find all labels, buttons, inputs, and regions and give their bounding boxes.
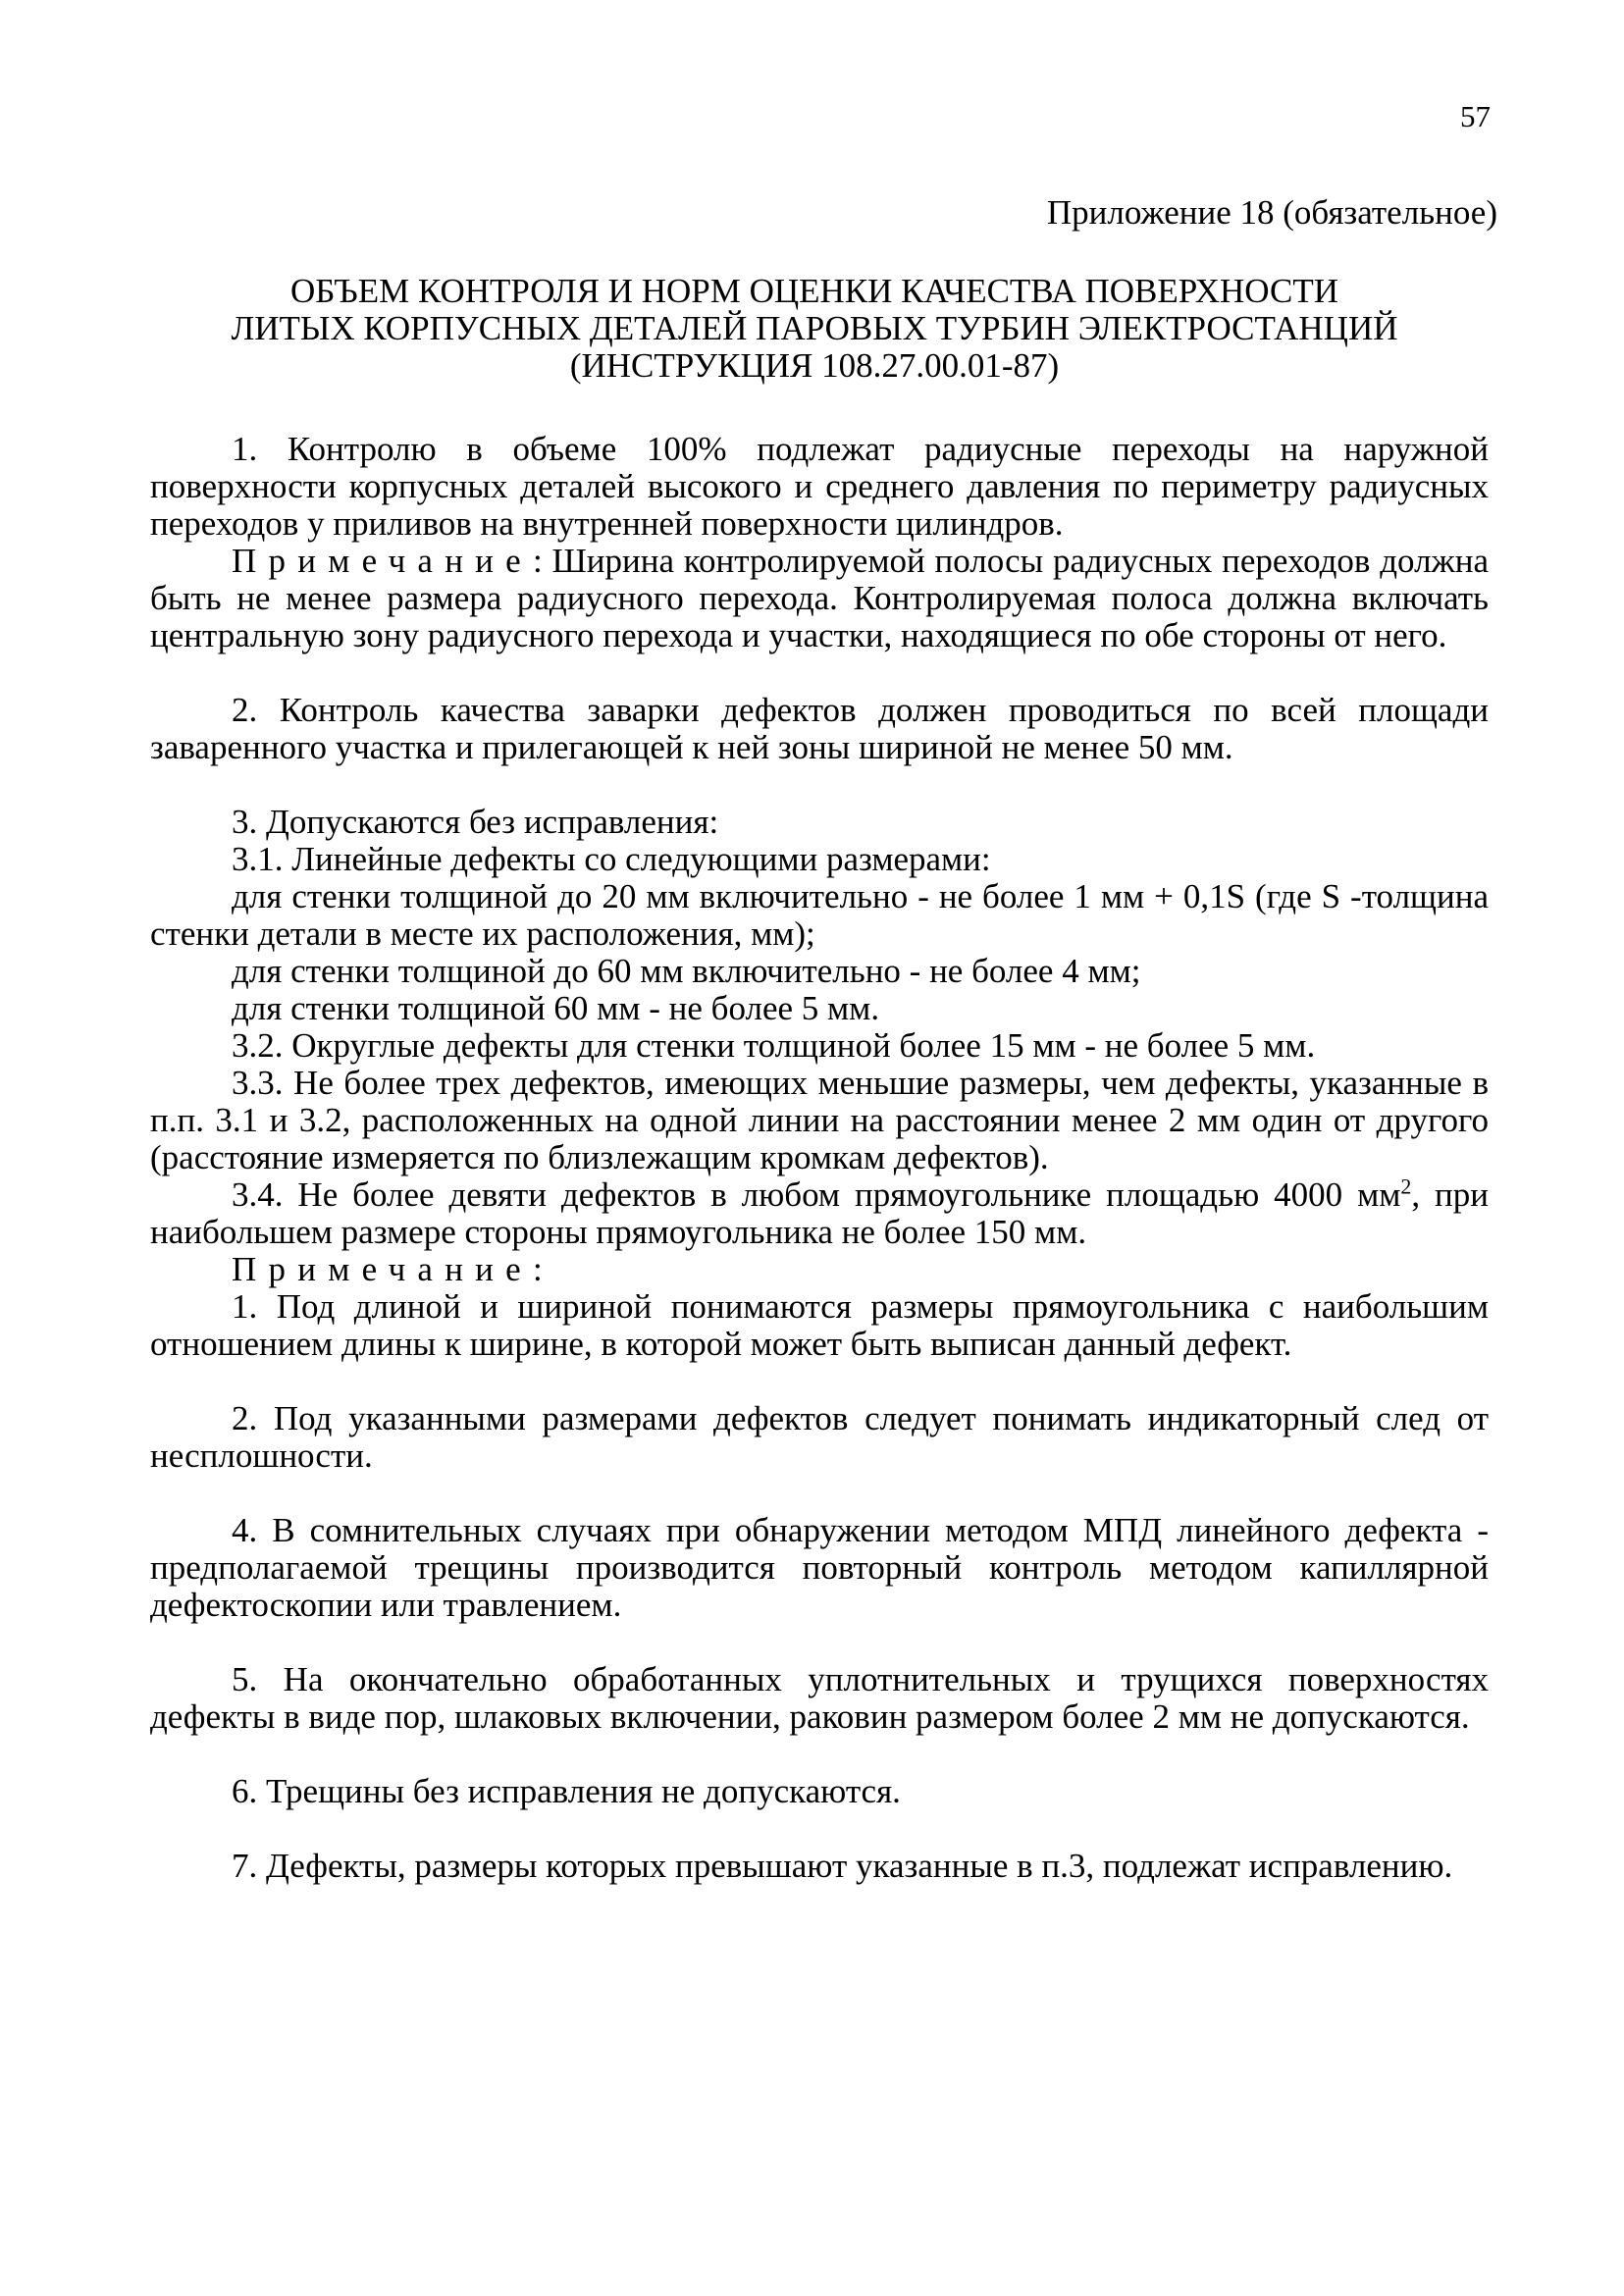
paragraph-3-1-a: для стенки толщиной до 20 мм включительно - не более 1 мм + 0,1S (где S -толщина стенки детали в месте их расположения, мм);	[150, 877, 1489, 953]
spacer	[150, 1475, 1489, 1512]
paragraph-3-3: 3.3. Не более трех дефектов, имеющих меньшие размеры, чем дефекты, указанные в п.п. 3.1 и 3.2, расположенных на одной линии на расстоянии менее 2 мм один от другого (расстояние измеряется по близлежащим кромкам дефектов).	[150, 1064, 1489, 1176]
paragraph-3-4-text-a: 3.4. Не более девяти дефектов в любом прямоугольнике площадью 4000 мм	[232, 1175, 1401, 1214]
paragraph-3-4-text-b: , при наибольшем размере стороны прямоугольника не более 150 мм.	[150, 1175, 1490, 1251]
paragraph-3: 3. Допускаются без исправления:	[232, 803, 719, 841]
note-2-label: Примечание	[232, 1250, 533, 1288]
spacer	[150, 1624, 1489, 1661]
superscript-2: 2	[1400, 1174, 1412, 1199]
paragraph-3-1: 3.1. Линейные дефекты со следующими размерами:	[232, 840, 991, 878]
spacer	[150, 766, 1489, 804]
spacer	[150, 654, 1489, 692]
note-2-colon: :	[532, 1250, 543, 1288]
appendix-label: Приложение 18 (обязательное)	[1046, 193, 1497, 232]
document-title	[147, 273, 1482, 385]
spacer	[150, 1363, 1489, 1400]
note-2	[150, 1251, 1489, 1288]
page-number: 57	[1460, 99, 1491, 133]
spacer	[150, 1810, 1489, 1848]
paragraph-3-4	[150, 1176, 1489, 1251]
title-line-2: ЛИТЫХ КОРПУСНЫХ ДЕТАЛЕЙ ПАРОВЫХ ТУРБИН ЭЛЕКТРОСТАНЦИЙ	[231, 309, 1398, 347]
spacer	[150, 1736, 1489, 1773]
paragraph-3-1-c: для стенки толщиной 60 мм - не более 5 мм.	[232, 989, 880, 1027]
note-1-text: : Ширина контролируемой полосы радиусных переходов должна быть не менее размера радиусного перехода. Контролируемая полоса должна включать центральную зону радиусного перехода и участки, находящиеся по обе стороны от него.	[150, 542, 1489, 654]
paragraph-2: 2. Контроль качества заварки дефектов должен проводиться по всей площади заваренного участка и прилегающей к ней зоны шириной не менее 50 мм.	[150, 691, 1489, 766]
note-2-item-2: 2. Под указанными размерами дефектов следует понимать индикаторный след от несплошности.	[150, 1399, 1489, 1475]
paragraph-3-2: 3.2. Округлые дефекты для стенки толщиной более 15 мм - не более 5 мм.	[232, 1026, 1316, 1065]
document-body	[150, 431, 1489, 1885]
paragraph-7: 7. Дефекты, размеры которых превышают указанные в п.3, подлежат исправлению.	[232, 1847, 1453, 1885]
note-1	[150, 543, 1489, 654]
title-line-3: (ИНСТРУКЦИЯ 108.27.00.01-87)	[569, 346, 1060, 385]
note-2-item-1: 1. Под длиной и шириной понимаются размеры прямоугольника с наибольшим отношением длины к ширине, в которой может быть выписан данный дефект.	[150, 1287, 1489, 1363]
paragraph-1: 1. Контролю в объеме 100% подлежат радиусные переходы на наружной поверхности корпусных деталей высокого и среднего давления по периметру радиусных переходов у приливов на внутренней поверхности цилиндров.	[150, 430, 1489, 543]
paragraph-6: 6. Трещины без исправления не допускаются.	[232, 1772, 901, 1810]
title-line-1: ОБЪЕМ КОНТРОЛЯ И НОРМ ОЦЕНКИ КАЧЕСТВА ПОВЕРХНОСТИ	[290, 272, 1338, 310]
paragraph-3-1-b: для стенки толщиной до 60 мм включительно - не более 4 мм;	[232, 952, 1141, 990]
note-1-label: Примечание	[232, 542, 533, 580]
paragraph-4: 4. В сомнительных случаях при обнаружении методом МПД линейного дефекта - предполагаемой трещины производится повторный контроль методом капиллярной дефектоскопии или травлением.	[150, 1511, 1489, 1624]
paragraph-5: 5. На окончательно обработанных уплотнительных и трущихся поверхностях дефекты в виде пор, шлаковых включении, раковин размером более 2 мм не допускаются.	[150, 1660, 1489, 1736]
